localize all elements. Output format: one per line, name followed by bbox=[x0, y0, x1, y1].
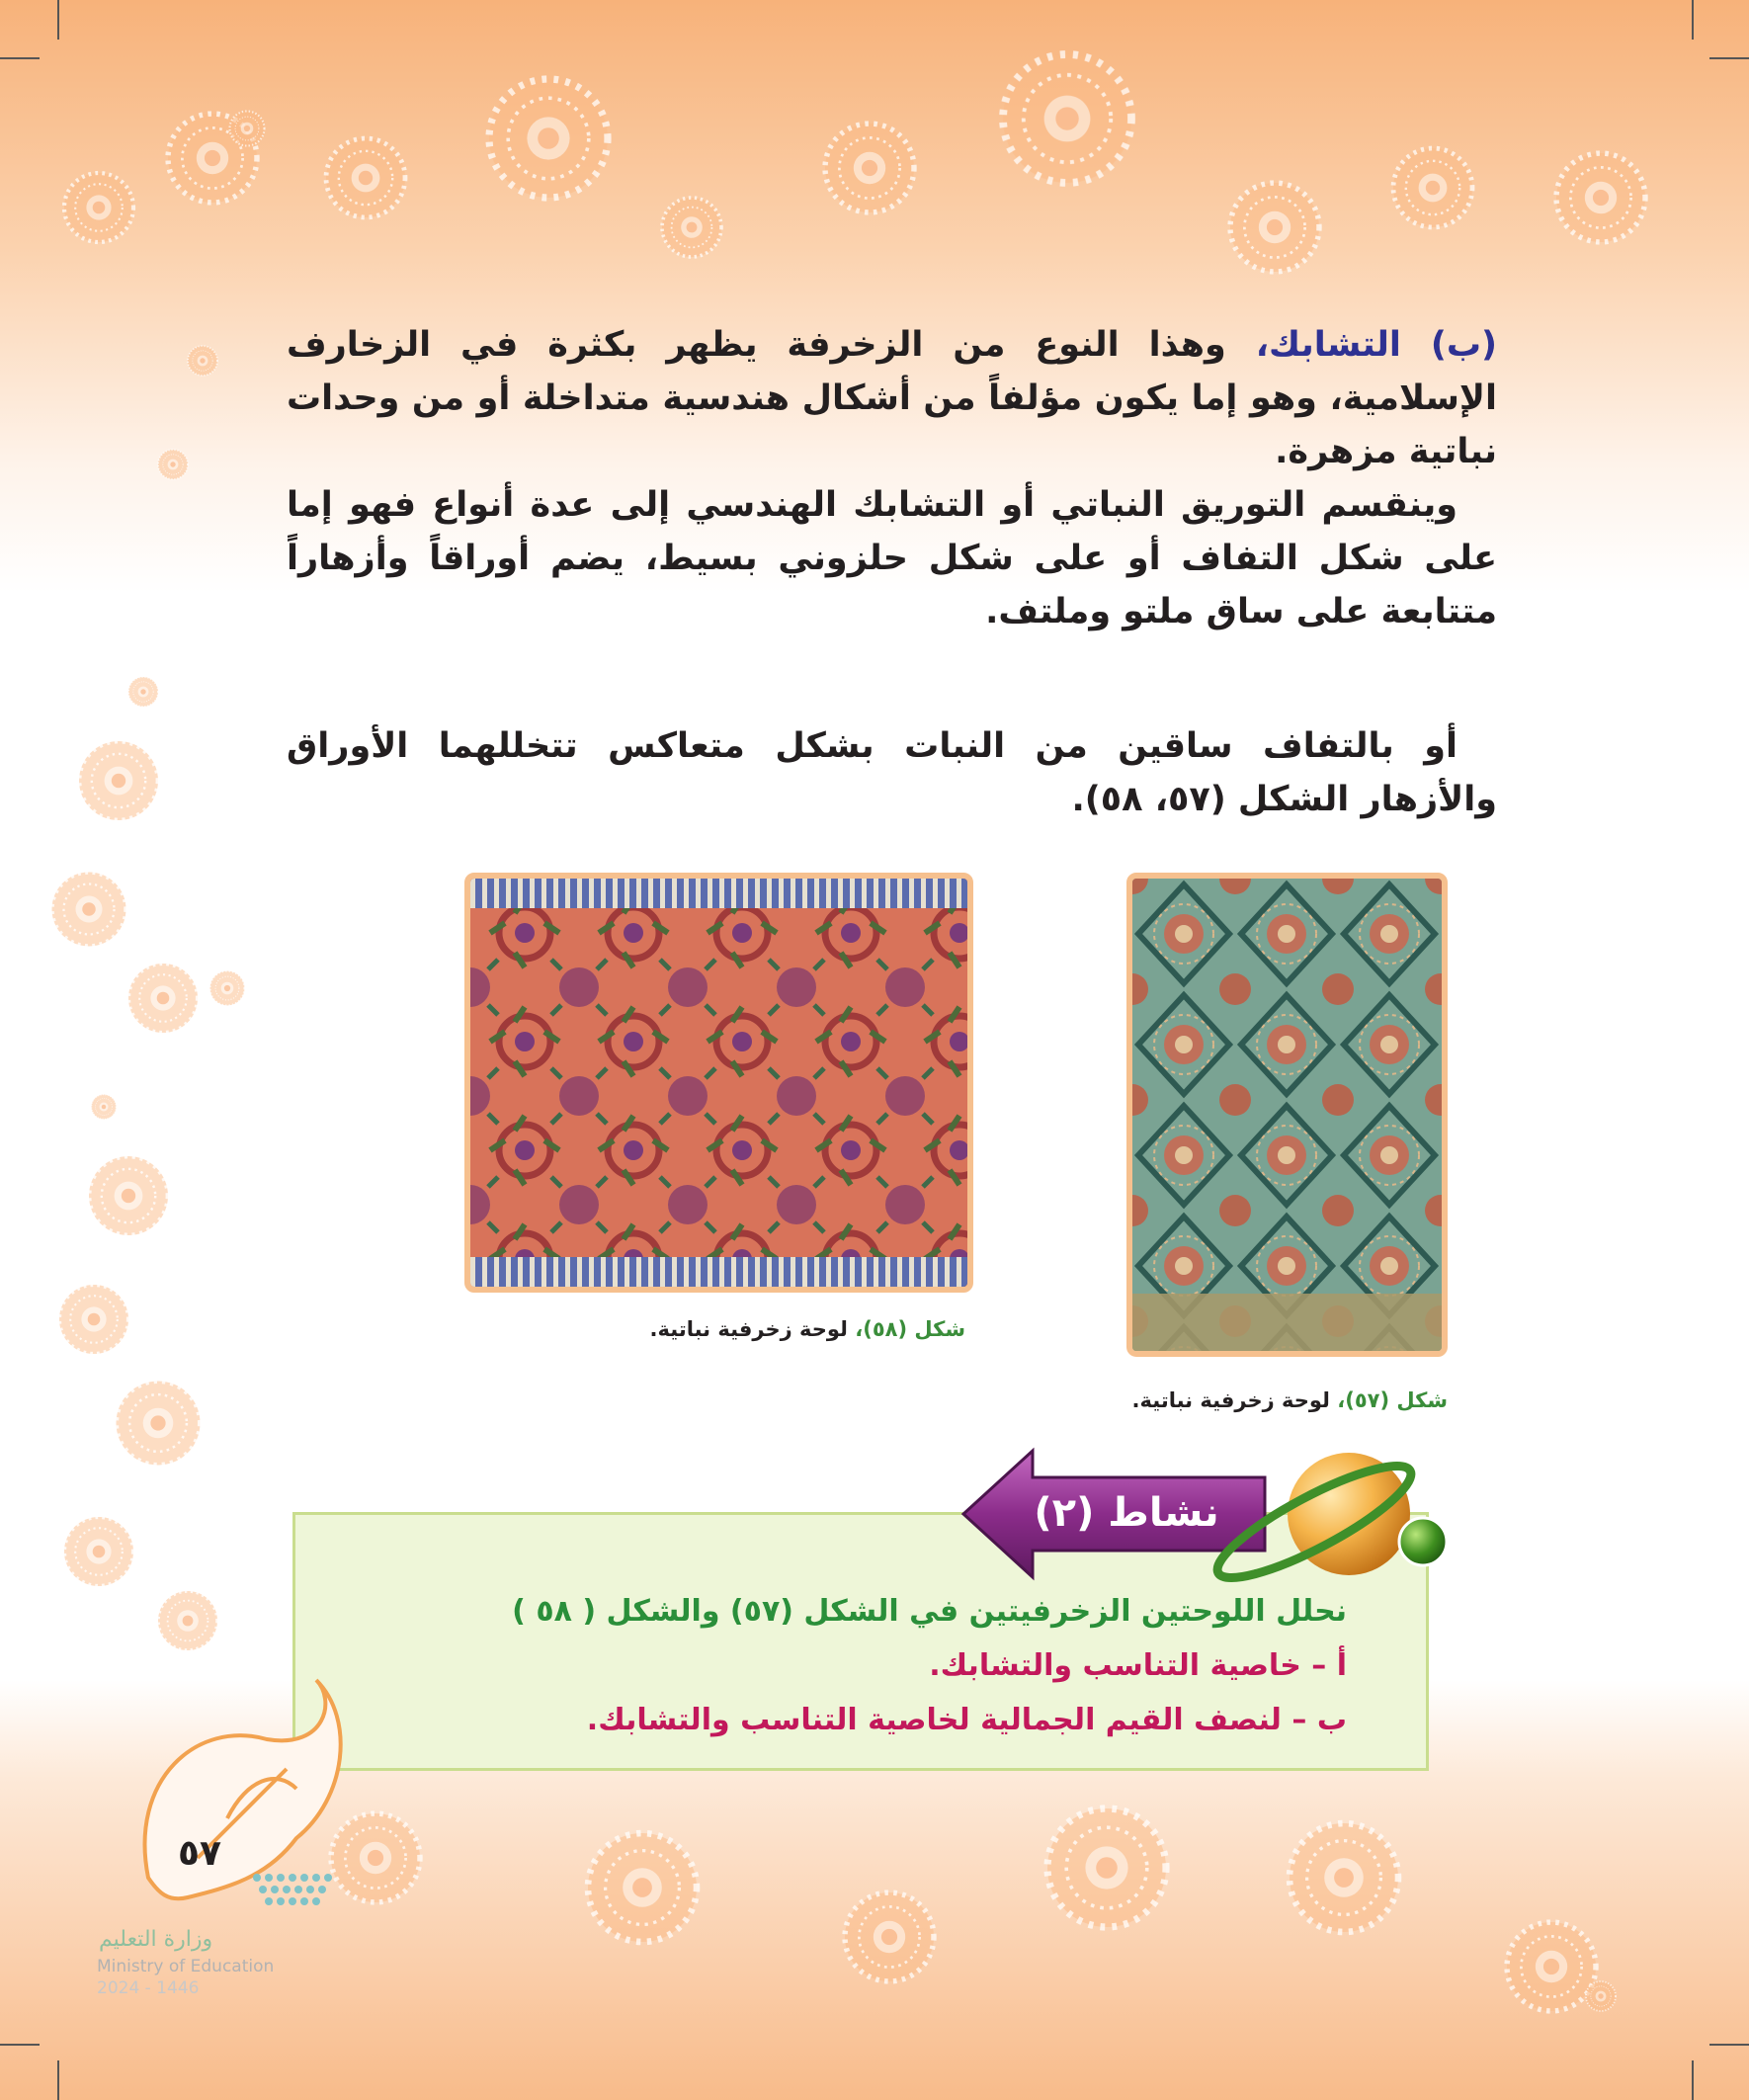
paragraph-text: وهذا النوع من الزخرفة يظهر بكثرة في الزخارف الإسلامية، وهو إما يكون مؤلفاً من أشكال هندسية متداخلة أو من وحدات نباتية مزهرة. bbox=[287, 325, 1497, 471]
section-label: (ب) التشابك، bbox=[1255, 325, 1497, 365]
figure-58-number: شكل (٥٨)، bbox=[855, 1317, 965, 1341]
ministry-name-english: Ministry of Education bbox=[97, 1957, 275, 1976]
edition-year: 2024 - 1446 bbox=[97, 1978, 200, 1998]
paragraph-figures-ref: أو بالتفاف ساقين من النبات بشكل متعاكس تتخللهما الأوراق والأزهار الشكل (٥٧، ٥٨). bbox=[287, 726, 1497, 819]
paragraph-types: وينقسم التوريق النباتي أو التشابك الهندسي إلى عدة أنواع فهو إما على شكل التفاف أو على شكل حلزوني بسيط، يضم أوراقاً وأزهاراً متتابعة على ساق ملتو وملتف. bbox=[287, 485, 1497, 631]
ministry-name-arabic: وزارة التعليم bbox=[99, 1927, 213, 1952]
activity-badge-label: نشاط (٢) bbox=[1034, 1490, 1219, 1536]
figure-57-number: شكل (٥٧)، bbox=[1337, 1388, 1448, 1412]
activity-title: نحلل اللوحتين الزخرفيتين في الشكل (٥٧) والشكل ( ٥٨ ) bbox=[512, 1594, 1347, 1629]
figure-58-title: لوحة زخرفية نباتية. bbox=[649, 1317, 856, 1341]
activity-item-b: ب – لنصف القيم الجمالية لخاصية التناسب والتشابك. bbox=[586, 1703, 1347, 1737]
page-number: ٥٧ bbox=[178, 1833, 221, 1874]
activity-item-a: أ – خاصية التناسب والتشابك. bbox=[929, 1648, 1347, 1683]
figure-57-title: لوحة زخرفية نباتية. bbox=[1131, 1388, 1338, 1412]
